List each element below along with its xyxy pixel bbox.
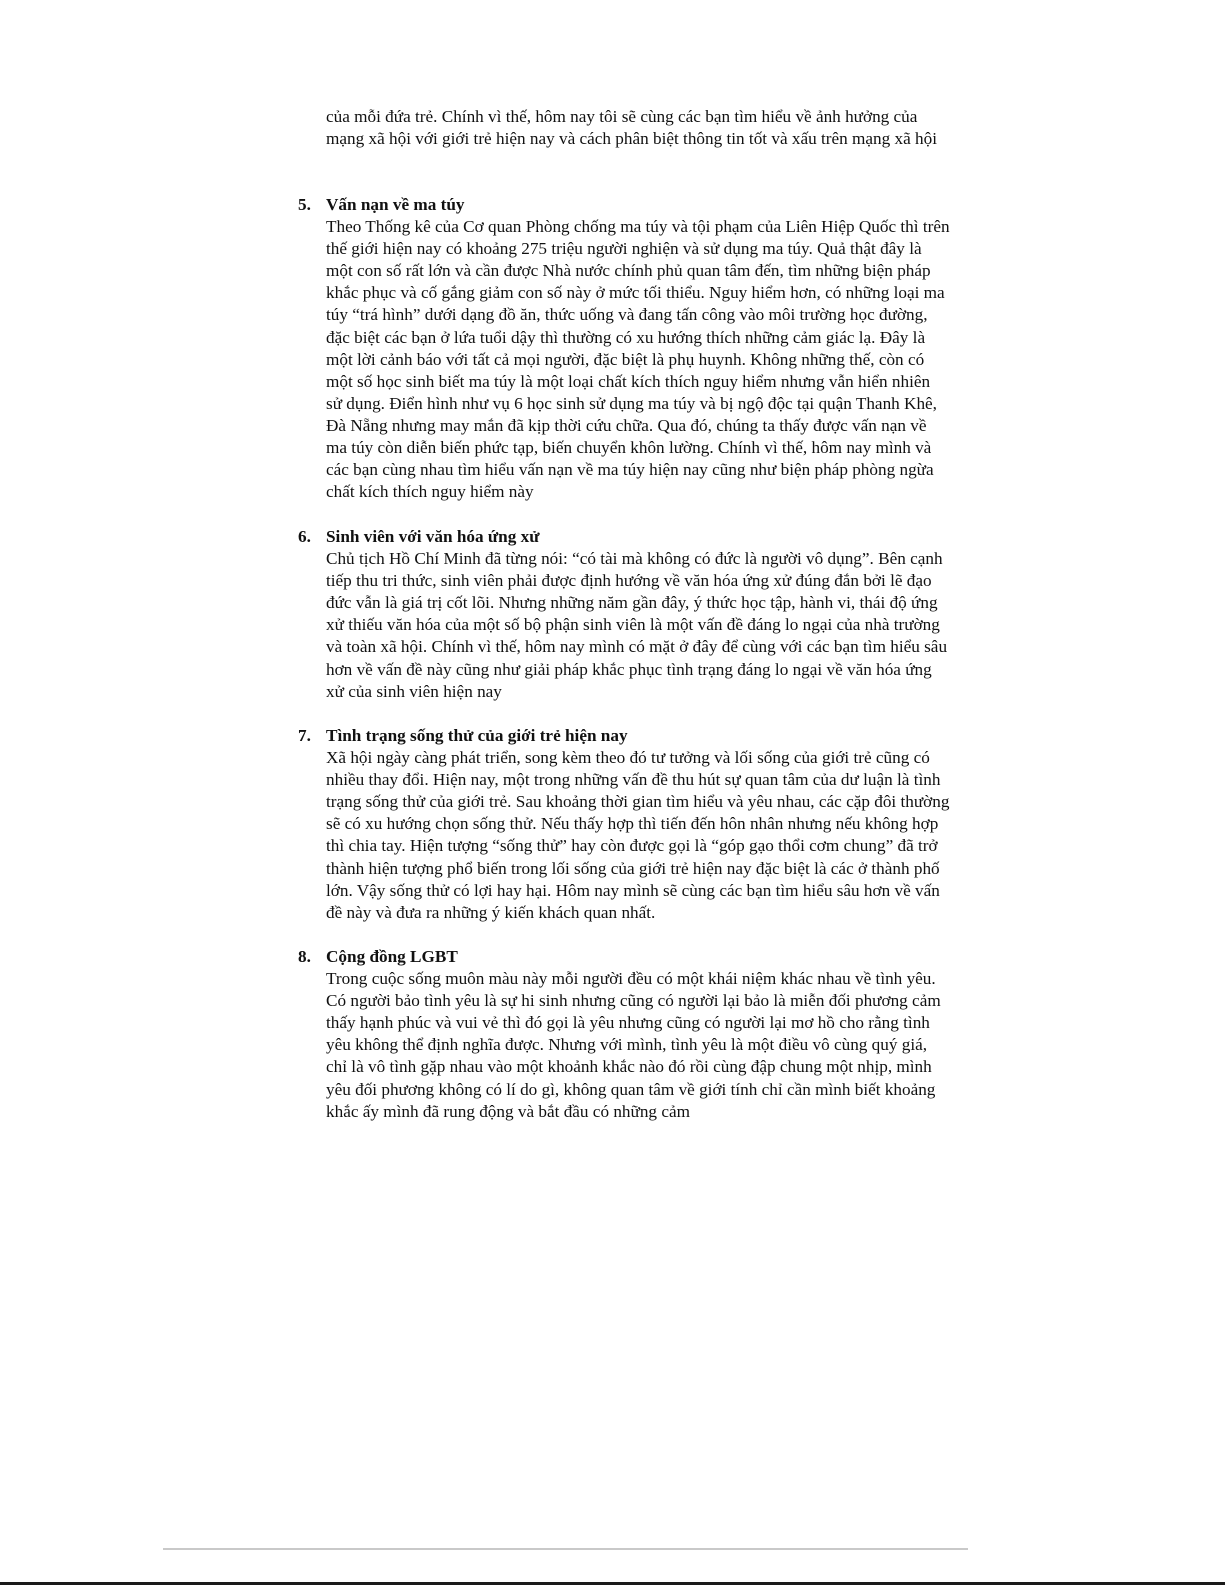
- section-heading: [298, 526, 958, 548]
- section-number: 7.: [298, 726, 311, 745]
- section-lgbt-community: [298, 946, 958, 1123]
- section-title: Cộng đồng LGBT: [326, 947, 458, 966]
- section-number: 8.: [298, 947, 311, 966]
- section-drug-problem: [298, 194, 958, 503]
- page-footer-divider: [163, 1548, 968, 1550]
- section-heading: [298, 725, 958, 747]
- section-body: Xã hội ngày càng phát triển, song kèm theo đó tư tưởng và lối sống của giới trẻ cũng có nhiều thay đổi. Hiện nay, một trong những vấn đề thu hút sự quan tâm của dư luận là tình trạng sống thử của giới trẻ. Sau khoảng thời gian tìm hiểu và yêu nhau, các cặp đôi thường sẽ có xu hướng chọn sống thử. Nếu thấy hợp thì tiến đến hôn nhân nhưng nếu không hợp thì chia tay. Hiện tượng “sống thử” hay còn được gọi là “góp gạo thổi cơm chung” đã trở thành hiện tượng phổ biến trong lối sống của giới trẻ hiện nay đặc biệt là các ở thành phố lớn. Vậy sống thử có lợi hay hại. Hôm nay mình sẽ cùng các bạn tìm hiểu sâu hơn về vấn đề này và đưa ra những ý kiến khách quan nhất.: [326, 748, 950, 922]
- intro-paragraph: của mỗi đứa trẻ. Chính vì thế, hôm nay tôi sẽ cùng các bạn tìm hiểu về ảnh hưởng của mạng xã hội với giới trẻ hiện nay và cách phân biệt thông tin tốt và xấu trên mạng xã hội: [326, 107, 937, 149]
- section-number: 5.: [298, 195, 311, 214]
- section-title: Tình trạng sống thử của giới trẻ hiện nay: [326, 726, 628, 745]
- section-heading: [298, 194, 958, 216]
- section-number: 6.: [298, 527, 311, 546]
- section-title: Sinh viên với văn hóa ứng xử: [326, 527, 540, 546]
- section-body: Trong cuộc sống muôn màu này mỗi người đều có một khái niệm khác nhau về tình yêu. Có người bảo tình yêu là sự hi sinh nhưng cũng có người lại bảo là miễn đối phương cảm thấy hạnh phúc và vui vẻ thì đó gọi là yêu nhưng cũng có người lại mơ hồ cho rằng tình yêu không thể định nghĩa được. Nhưng với mình, tình yêu là một điều vô cùng quý giá, chỉ là vô tình gặp nhau vào một khoảnh khắc nào đó rồi cùng đập chung một nhịp, mình yêu đối phương không có lí do gì, không quan tâm về giới tính chỉ cần mình biết khoảng khắc ấy mình đã rung động và bắt đầu có những cảm: [326, 969, 941, 1121]
- section-body: Theo Thống kê của Cơ quan Phòng chống ma túy và tội phạm của Liên Hiệp Quốc thì trên thế giới hiện nay có khoảng 275 triệu người nghiện và sử dụng ma túy. Quả thật đây là một con số rất lớn và cần được Nhà nước chính phủ quan tâm đến, tìm những biện pháp khắc phục và cố gắng giảm con số này ở mức tối thiểu. Nguy hiểm hơn, có những loại ma túy “trá hình” dưới dạng đồ ăn, thức uống và đang tấn công vào môi trường học đường, đặc biệt các bạn ở lứa tuổi dậy thì thường có xu hướng thích những cảm giác lạ. Đây là một lời cảnh báo với tất cả mọi người, đặc biệt là phụ huynh. Không những thế, còn có một số học sinh biết ma túy là một loại chất kích thích nguy hiểm nhưng vẫn hiển nhiên sử dụng. Điển hình như vụ 6 học sinh sử dụng ma túy và bị ngộ độc tại quận Thanh Khê, Đà Nẵng nhưng may mắn đã kịp thời cứu chữa. Qua đó, chúng ta thấy được vấn nạn về ma túy còn diễn biến phức tạp, biến chuyển khôn lường. Chính vì thế, hôm nay mình và các bạn cùng nhau tìm hiểu vấn nạn về ma túy hiện nay cũng như biện pháp phòng ngừa chất kích thích nguy hiểm này: [326, 217, 950, 502]
- section-student-behavior: [298, 526, 958, 703]
- section-title: Vấn nạn về ma túy: [326, 195, 465, 214]
- section-cohabitation: [298, 725, 958, 924]
- section-body: Chủ tịch Hồ Chí Minh đã từng nói: “có tài mà không có đức là người vô dụng”. Bên cạnh tiếp thu tri thức, sinh viên phải được định hướng về văn hóa ứng xử đúng đắn bởi lẽ đạo đức vẫn là giá trị cốt lõi. Nhưng những năm gần đây, ý thức học tập, hành vi, thái độ ứng xử thiếu văn hóa của một số bộ phận sinh viên là một vấn đề đáng lo ngại của nhà trường và toàn xã hội. Chính vì thế, hôm nay mình có mặt ở đây để cùng với các bạn tìm hiểu sâu hơn về vấn đề này cũng như giải pháp khắc phục tình trạng đáng lo ngại về văn hóa ứng xử của sinh viên hiện nay: [326, 549, 948, 701]
- section-heading: [298, 946, 958, 968]
